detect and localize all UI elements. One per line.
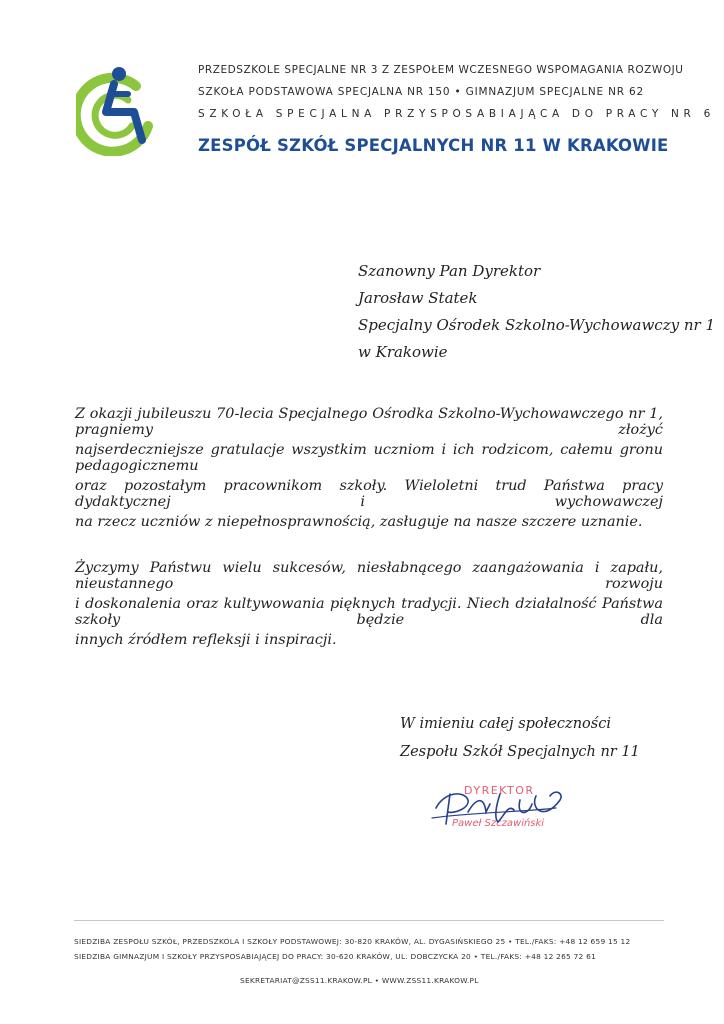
footer-line-1: SIEDZIBA ZESPOŁU SZKÓŁ, PRZEDSZKOLA I SZKOŁY PODSTAWOWEJ: 30-820 KRAKÓW, AL. DYGASIŃSKIEGO 25 • TEL./FAKS: +48 12 659 15 12 — [74, 937, 631, 946]
addressee-line-4: w Krakowie — [358, 343, 448, 361]
paragraph-1-line: najserdeczniejsze gratulacje wszystkim uczniom i ich rodzicom, całemu gronu pedagogicznemu — [75, 442, 663, 474]
header-line-1: PRZEDSZKOLE SPECJALNE NR 3 Z ZESPOŁEM WCZESNEGO WSPOMAGANIA ROZWOJU — [198, 64, 684, 76]
addressee-line-1: Szanowny Pan Dyrektor — [358, 262, 541, 280]
director-stamp — [424, 778, 574, 840]
addressee-line-2: Jarosław Statek — [358, 289, 478, 307]
school-logo — [76, 64, 162, 156]
closing-line-1: W imieniu całej społeczności — [400, 716, 611, 732]
handwritten-signature — [424, 778, 574, 840]
school-title: ZESPÓŁ SZKÓŁ SPECJALNYCH NR 11 W KRAKOWIE — [198, 136, 669, 155]
footer-divider — [74, 920, 664, 921]
paragraph-2-line: innych źródłem refleksji i inspiracji. — [75, 632, 337, 648]
header-line-3: SZKOŁA SPECJALNA PRZYSPOSABIAJĄCA DO PRACY NR 6 — [198, 108, 715, 120]
paragraph-2-line: i doskonalenia oraz kultywowania pięknych tradycji. Niech działalność Państwa szkoły będzie dla — [75, 596, 663, 628]
header-line-2: SZKOŁA PODSTAWOWA SPECJALNA NR 150 • GIMNAZJUM SPECJALNE NR 62 — [198, 86, 644, 98]
paragraph-2 — [75, 560, 663, 668]
stamp-name: Paweł Szczawiński — [452, 818, 545, 829]
wheelchair-user-icon — [76, 64, 162, 156]
footer-line-2: SIEDZIBA GIMNAZJUM I SZKOŁY PRZYSPOSABIAJĄCEJ DO PRACY: 30-620 KRAKÓW, UL. DOBCZYCKA 20 • TEL./FAKS: +48 12 265 72 61 — [74, 952, 597, 961]
stamp-title: DYREKTOR — [464, 784, 535, 797]
footer-contact: SEKRETARIAT@ZSS11.KRAKOW.PL • WWW.ZSS11.KRAKOW.PL — [240, 976, 479, 985]
paragraph-1-line: Z okazji jubileuszu 70-lecia Specjalnego Ośrodka Szkolno-Wychowawczego nr 1, pragniemy złożyć — [75, 406, 663, 438]
addressee-line-3: Specjalny Ośrodek Szkolno-Wychowawczy nr 1 — [358, 316, 715, 334]
paragraph-1-line: na rzecz uczniów z niepełnosprawnością, zasługuje na nasze szczere uznanie. — [75, 514, 643, 530]
closing-line-2: Zespołu Szkół Specjalnych nr 11 — [400, 744, 640, 760]
paragraph-2-line: Życzymy Państwu wielu sukcesów, niesłabnącego zaangażowania i zapału, nieustannego rozwoju — [75, 560, 663, 592]
paragraph-1-line: oraz pozostałym pracownikom szkoły. Wieloletni trud Państwa pracy dydaktycznej i wychowawczej — [75, 478, 663, 510]
paragraph-1 — [75, 406, 663, 550]
